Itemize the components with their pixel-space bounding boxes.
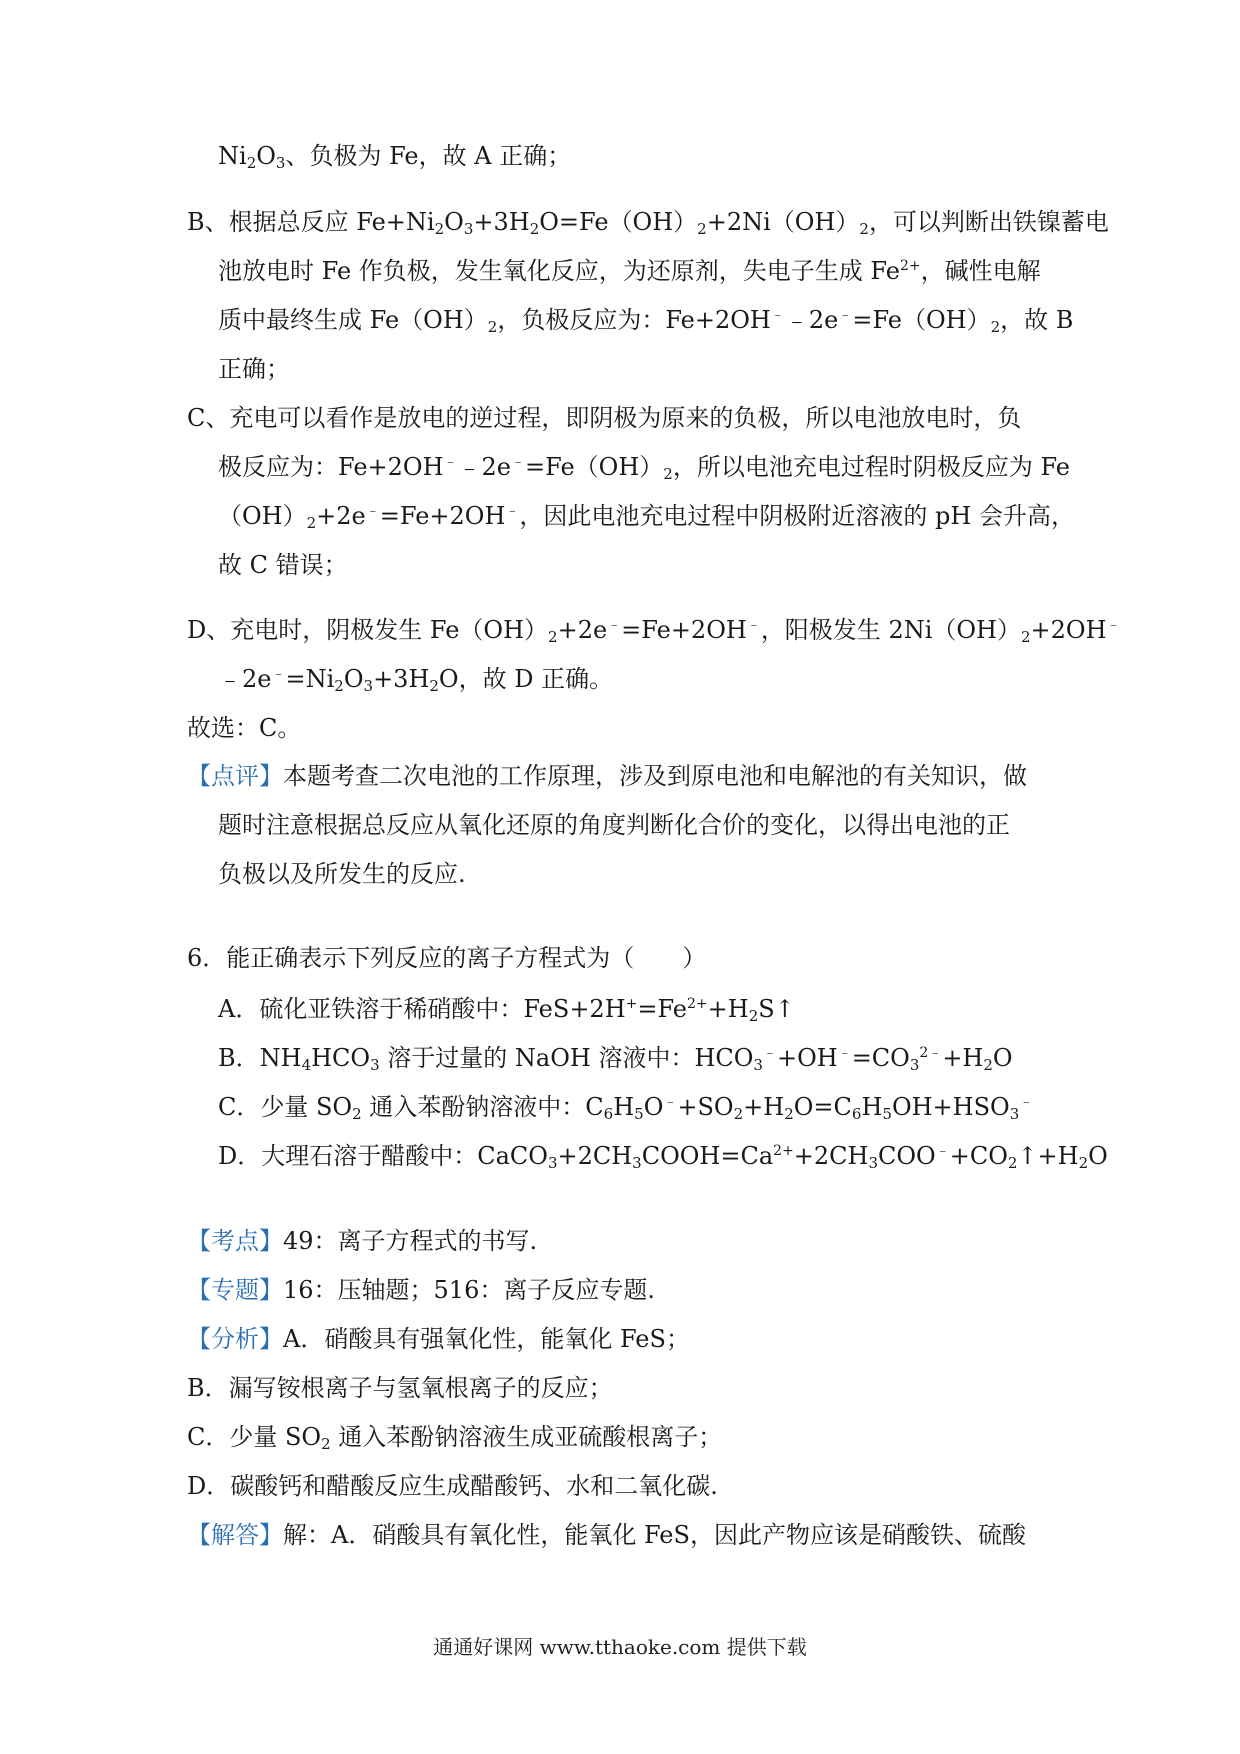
text-line: B、根据总反应 $Fe+Ni_2O_3+3H_2O=Fe(OH)_2+2Ni(OH)_2$，可以判断出铁镍蓄电 bbox=[187, 208, 1109, 238]
kaodian-line: 【考点】49：离子方程式的书写. bbox=[187, 1227, 538, 1255]
text-line: 题时注意根据总反应从氧化还原的角度判断化合价的变化，以得出电池的正 bbox=[218, 811, 1010, 839]
text-line: 极反应为：$Fe+2OH^﹣﹣2e^﹣=Fe(OH)_2$，所以电池充电过程时阴极反应为 Fe bbox=[218, 453, 1070, 483]
option-b: B．$NH_4HCO_3$ 溶于过量的 NaOH 溶液中：$HCO_3^﹣+OH^﹣=CO_3^{2﹣}+H_2O$ bbox=[218, 1044, 1013, 1074]
option-d: D．大理石溶于醋酸中：$CaCO_3+2CH_3COOH=Ca^{2+}+2CH_3COO^﹣+CO_2↑+H_2O$ bbox=[218, 1142, 1108, 1172]
option-c: C．少量 $SO_2$ 通入苯酚钠溶液中：$C_6H_5O^﹣+SO_2+H_2O=C_6H_5OH+HSO_3^﹣$ bbox=[218, 1093, 1034, 1123]
text-line: 故 C 错误； bbox=[218, 551, 348, 579]
text-line: $﹣2e^﹣=Ni_2O_3+3H_2O$，故 D 正确。 bbox=[218, 665, 614, 695]
text-line: B．漏写铵根离子与氢氧根离子的反应； bbox=[187, 1374, 613, 1402]
review-line: 【点评】本题考查二次电池的工作原理，涉及到原电池和电解池的有关知识，做 bbox=[187, 762, 1027, 790]
fenxi-line: 【分析】A．硝酸具有强氧化性，能氧化 FeS； bbox=[187, 1325, 690, 1353]
jieda-line: 【解答】解：A．硝酸具有氧化性，能氧化 FeS，因此产物应该是硝酸铁、硫酸 bbox=[187, 1521, 1026, 1549]
text-line: 池放电时 Fe 作负极，发生氧化反应，为还原剂，失电子生成 $Fe^{2+}$，碱性电解 bbox=[218, 257, 1041, 285]
text-line: 故选：C。 bbox=[187, 714, 302, 742]
text-line: D．碳酸钙和醋酸反应生成醋酸钙、水和二氧化碳. bbox=[187, 1472, 718, 1500]
text-line: 负极以及所发生的反应. bbox=[218, 860, 466, 888]
zhuanti-line: 【专题】16：压轴题；516：离子反应专题. bbox=[187, 1276, 655, 1304]
option-a: A．硫化亚铁溶于稀硝酸中：$FeS+2H^+=Fe^{2+}+H_2S↑$ bbox=[218, 995, 795, 1025]
text-line: $Ni_2O_3$、负极为 Fe，故 A 正确； bbox=[218, 142, 572, 172]
text-line: C．少量 $SO_2$ 通入苯酚钠溶液生成亚硫酸根离子； bbox=[187, 1423, 723, 1453]
text-line: C、充电可以看作是放电的逆过程，即阴极为原来的负极，所以电池放电时，负 bbox=[187, 404, 1022, 432]
text-line: 正确； bbox=[218, 355, 290, 383]
question-title: 6．能正确表示下列反应的离子方程式为（ ） bbox=[187, 944, 707, 972]
text-line: 质中最终生成 $Fe(OH)_2$，负极反应为：$Fe+2OH^﹣﹣2e^﹣=Fe(OH)_2$，故 B bbox=[218, 306, 1074, 336]
text-line: $(OH)_2+2e^﹣=Fe+2OH^﹣$，因此电池充电过程中阴极附近溶液的 pH 会升高， bbox=[218, 502, 1075, 532]
page-footer: 通通好课网 www.tthaoke.com 提供下载 bbox=[433, 1635, 807, 1659]
text-line: D、充电时，阴极发生 $Fe(OH)_2+2e^﹣=Fe+2OH^﹣$，阳极发生 $2Ni(OH)_2+2OH^﹣$ bbox=[187, 616, 1121, 646]
